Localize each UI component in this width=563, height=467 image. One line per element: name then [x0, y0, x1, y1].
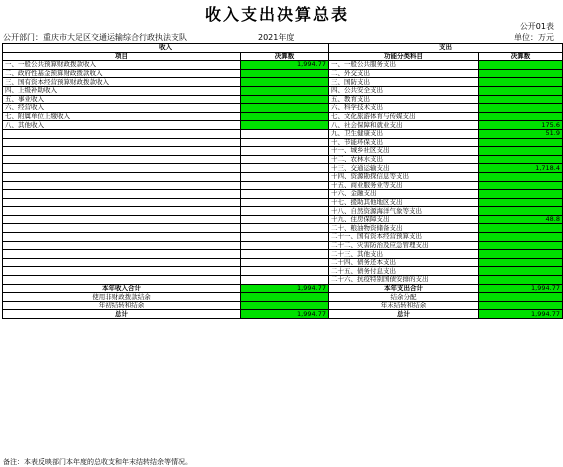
table-row — [3, 276, 563, 285]
income-item-cell — [3, 224, 241, 233]
expense-item-cell: 二十、粮油物资储备支出 — [329, 224, 479, 233]
income-amount-cell — [241, 86, 329, 95]
table-row — [3, 250, 563, 259]
income-amount-cell — [241, 121, 329, 130]
income-item-cell — [3, 198, 241, 207]
totals-row — [3, 293, 563, 302]
expense-item-cell: 一、一般公共服务支出 — [329, 61, 479, 70]
expense-item-cell: 二十四、债务还本支出 — [329, 258, 479, 267]
expense-amount-cell: 48.8 — [479, 215, 563, 224]
table-row — [3, 121, 563, 130]
expense-amount-cell — [479, 181, 563, 190]
income-amount-cell — [241, 190, 329, 199]
item-column-header: 项目 — [3, 52, 241, 61]
table-row — [3, 181, 563, 190]
table-row — [3, 86, 563, 95]
income-amount-cell — [241, 224, 329, 233]
income-item-cell: 四、上级补助收入 — [3, 86, 241, 95]
table-row — [3, 112, 563, 121]
expense-item-cell: 二、外交支出 — [329, 69, 479, 78]
income-item-cell — [3, 181, 241, 190]
grand-total-value-left: 1,994.77 — [241, 310, 329, 319]
balance-distribution-label: 结余分配 — [329, 293, 479, 302]
non-fiscal-balance-value — [241, 293, 329, 302]
table-row — [3, 233, 563, 242]
table-row — [3, 241, 563, 250]
expense-item-cell: 二十一、国有资本经营预算支出 — [329, 233, 479, 242]
unit-label: 单位：万元 — [514, 33, 554, 42]
income-item-cell — [3, 147, 241, 156]
income-amount-header: 决算数 — [241, 52, 329, 61]
income-section-header: 收入 — [3, 44, 329, 53]
non-fiscal-balance-label: 使用非财政拨款结余 — [3, 293, 241, 302]
expense-item-cell: 十五、商业服务业等支出 — [329, 181, 479, 190]
income-item-cell — [3, 241, 241, 250]
expense-amount-cell — [479, 258, 563, 267]
budget-table — [2, 43, 563, 319]
income-amount-cell — [241, 147, 329, 156]
expense-amount-cell — [479, 267, 563, 276]
table-row — [3, 172, 563, 181]
expense-amount-cell — [479, 233, 563, 242]
expense-section-header: 支出 — [329, 44, 563, 53]
expense-amount-cell: 51.9 — [479, 129, 563, 138]
expense-item-cell: 十一、城乡社区支出 — [329, 147, 479, 156]
income-amount-cell: 1,994.77 — [241, 61, 329, 70]
table-row — [3, 267, 563, 276]
expense-item-cell: 九、卫生健康支出 — [329, 129, 479, 138]
income-amount-cell — [241, 267, 329, 276]
table-row — [3, 95, 563, 104]
expense-amount-cell — [479, 147, 563, 156]
income-amount-cell — [241, 258, 329, 267]
expense-item-cell: 十三、交通运输支出 — [329, 164, 479, 173]
expense-amount-cell — [479, 190, 563, 199]
expense-item-cell: 五、教育支出 — [329, 95, 479, 104]
expense-amount-cell — [479, 61, 563, 70]
expense-amount-cell — [479, 86, 563, 95]
income-amount-cell — [241, 95, 329, 104]
income-item-cell — [3, 250, 241, 259]
expense-amount-cell — [479, 207, 563, 216]
income-amount-cell — [241, 207, 329, 216]
expense-item-cell: 八、社会保障和就业支出 — [329, 121, 479, 130]
income-amount-cell — [241, 112, 329, 121]
year-begin-balance-value — [241, 301, 329, 310]
expense-item-cell: 三、国防支出 — [329, 78, 479, 87]
expense-item-cell: 六、科学技术支出 — [329, 104, 479, 113]
expense-item-cell: 十二、农林水支出 — [329, 155, 479, 164]
expense-amount-cell: 175.6 — [479, 121, 563, 130]
income-amount-cell — [241, 172, 329, 181]
footnote: 备注：本表反映部门本年度的总收支和年末结转结余等情况。 — [3, 458, 192, 466]
expense-item-cell: 二十二、灾害防治及应急管理支出 — [329, 241, 479, 250]
expense-amount-header: 决算数 — [479, 52, 563, 61]
income-item-cell — [3, 155, 241, 164]
expense-item-cell: 十六、金融支出 — [329, 190, 479, 199]
expense-amount-cell — [479, 172, 563, 181]
table-row — [3, 147, 563, 156]
income-item-cell: 二、政府性基金预算财政拨款收入 — [3, 69, 241, 78]
income-item-cell — [3, 172, 241, 181]
fiscal-year: 2021年度 — [258, 33, 295, 42]
income-amount-cell — [241, 241, 329, 250]
income-amount-cell — [241, 104, 329, 113]
income-item-cell — [3, 267, 241, 276]
expense-item-cell: 十九、住房保障支出 — [329, 215, 479, 224]
section-header-row — [3, 44, 563, 53]
income-item-cell — [3, 215, 241, 224]
expense-amount-cell — [479, 241, 563, 250]
expense-amount-cell — [479, 69, 563, 78]
income-amount-cell — [241, 155, 329, 164]
department-label: 公开部门：重庆市大足区交通运输综合行政执法支队 — [3, 33, 187, 42]
expense-amount-cell — [479, 95, 563, 104]
page-title: 收入支出决算总表 — [204, 5, 349, 24]
expense-amount-cell — [479, 198, 563, 207]
income-amount-cell — [241, 138, 329, 147]
table-row — [3, 190, 563, 199]
income-item-cell — [3, 276, 241, 285]
income-item-cell — [3, 233, 241, 242]
totals-row — [3, 310, 563, 319]
income-item-cell — [3, 258, 241, 267]
income-amount-cell — [241, 129, 329, 138]
income-amount-cell — [241, 198, 329, 207]
table-row — [3, 69, 563, 78]
table-row — [3, 155, 563, 164]
balance-distribution-value — [479, 293, 563, 302]
expense-item-cell: 二十六、抗疫特别国债安排的支出 — [329, 276, 479, 285]
expense-amount-cell — [479, 276, 563, 285]
income-item-cell — [3, 138, 241, 147]
income-item-cell — [3, 129, 241, 138]
table-row — [3, 61, 563, 70]
income-item-cell — [3, 190, 241, 199]
income-item-cell — [3, 207, 241, 216]
expense-item-cell: 十、节能环保支出 — [329, 138, 479, 147]
expense-item-cell: 二十三、其他支出 — [329, 250, 479, 259]
expense-amount-cell — [479, 155, 563, 164]
function-column-header: 功能分类科目 — [329, 52, 479, 61]
income-item-cell: 八、其他收入 — [3, 121, 241, 130]
grand-total-value-right: 1,994.77 — [479, 310, 563, 319]
year-end-balance-value — [479, 301, 563, 310]
expense-total-label: 本年支出合计 — [329, 284, 479, 293]
income-item-cell: 七、附属单位上缴收入 — [3, 112, 241, 121]
form-number: 公开01表 — [519, 22, 554, 31]
income-amount-cell — [241, 233, 329, 242]
income-item-cell: 一、一般公共预算财政拨款收入 — [3, 61, 241, 70]
income-amount-cell — [241, 215, 329, 224]
table-row — [3, 164, 563, 173]
totals-row — [3, 301, 563, 310]
table-row — [3, 224, 563, 233]
expense-item-cell: 十四、资源勘探信息等支出 — [329, 172, 479, 181]
income-amount-cell — [241, 164, 329, 173]
expense-item-cell: 七、文化旅游体育与传媒支出 — [329, 112, 479, 121]
expense-item-cell: 十七、援助其他地区支出 — [329, 198, 479, 207]
table-row — [3, 198, 563, 207]
expense-amount-cell — [479, 78, 563, 87]
table-row — [3, 207, 563, 216]
expense-amount-cell: 1,718.4 — [479, 164, 563, 173]
table-row — [3, 258, 563, 267]
income-item-cell: 六、经营收入 — [3, 104, 241, 113]
income-item-cell: 三、国有资本经营预算财政拨款收入 — [3, 78, 241, 87]
expense-item-cell: 二十五、债务付息支出 — [329, 267, 479, 276]
income-amount-cell — [241, 78, 329, 87]
grand-total-label-left: 总计 — [3, 310, 241, 319]
expense-item-cell: 四、公共安全支出 — [329, 86, 479, 95]
totals-row — [3, 284, 563, 293]
expense-amount-cell — [479, 250, 563, 259]
income-amount-cell — [241, 276, 329, 285]
income-amount-cell — [241, 181, 329, 190]
income-item-cell — [3, 164, 241, 173]
table-row — [3, 215, 563, 224]
expense-item-cell: 十八、自然资源海洋气象等支出 — [329, 207, 479, 216]
income-item-cell: 五、事业收入 — [3, 95, 241, 104]
grand-total-label-right: 总计 — [329, 310, 479, 319]
expense-amount-cell — [479, 104, 563, 113]
income-total-label: 本年收入合计 — [3, 284, 241, 293]
table-row — [3, 138, 563, 147]
income-total-value: 1,994.77 — [241, 284, 329, 293]
table-row — [3, 129, 563, 138]
year-begin-balance-label: 年初结转和结余 — [3, 301, 241, 310]
expense-amount-cell — [479, 224, 563, 233]
table-row — [3, 78, 563, 87]
income-amount-cell — [241, 69, 329, 78]
year-end-balance-label: 年末结转和结余 — [329, 301, 479, 310]
expense-amount-cell — [479, 112, 563, 121]
expense-amount-cell — [479, 138, 563, 147]
expense-total-value: 1,994.77 — [479, 284, 563, 293]
income-amount-cell — [241, 250, 329, 259]
table-row — [3, 104, 563, 113]
